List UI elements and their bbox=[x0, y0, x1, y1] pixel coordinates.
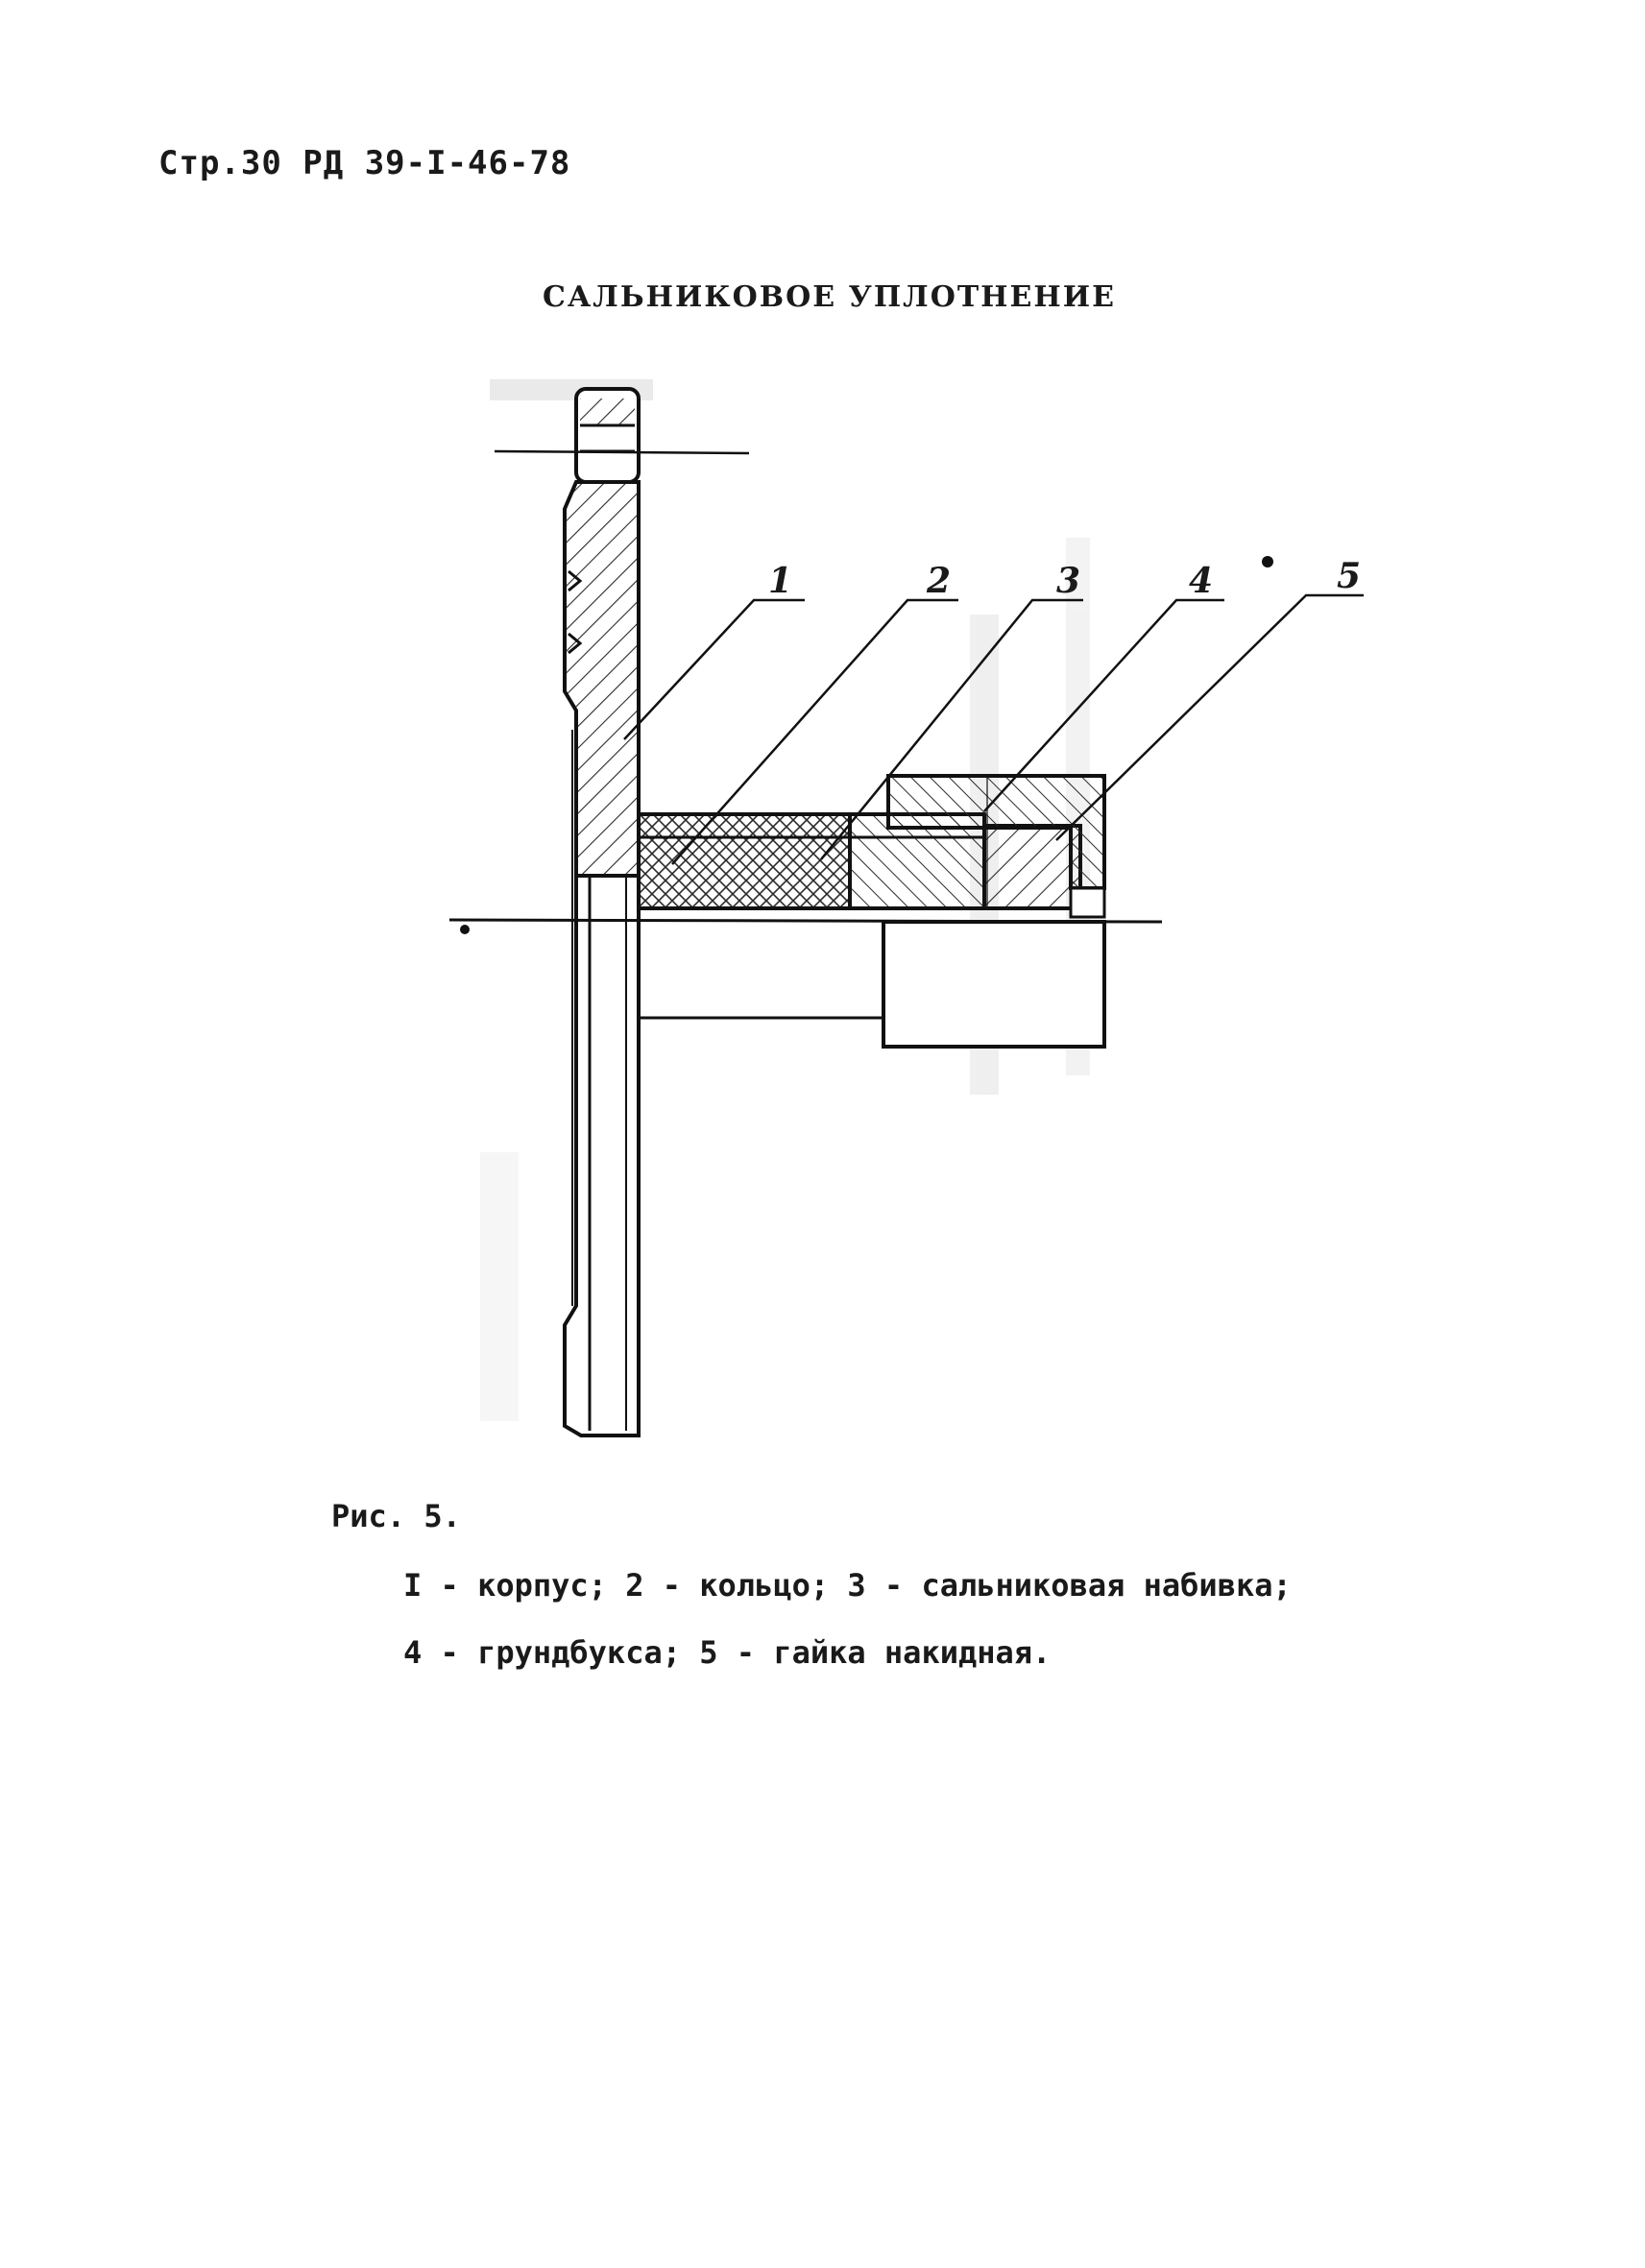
legend-line-1: I - корпус; 2 - кольцо; 3 - сальниковая набивка; bbox=[403, 1567, 1292, 1604]
ring-part-2 bbox=[639, 814, 850, 908]
callout-5: 5 bbox=[1337, 556, 1362, 596]
page-header: Стр.30 РД 39-I-46-78 bbox=[158, 144, 571, 182]
callout-2: 2 bbox=[927, 561, 952, 601]
gland-bushing-part-4 bbox=[984, 826, 1080, 908]
callout-1: 1 bbox=[768, 561, 793, 601]
stray-dot bbox=[1262, 556, 1273, 567]
legend-line-2: 4 - грундбукса; 5 - гайка накидная. bbox=[403, 1634, 1052, 1671]
figure-title: САЛЬНИКОВОЕ УПЛОТНЕНИЕ bbox=[543, 280, 1116, 314]
body-top-lug bbox=[576, 389, 639, 482]
callout-3: 3 bbox=[1056, 561, 1081, 601]
figure-caption: Рис. 5. bbox=[331, 1498, 461, 1534]
center-line-top bbox=[495, 451, 749, 453]
body-part-1 bbox=[565, 482, 639, 1436]
callout-4: 4 bbox=[1189, 561, 1214, 601]
axis-dot bbox=[460, 925, 470, 934]
lower-outline bbox=[639, 922, 1104, 1047]
